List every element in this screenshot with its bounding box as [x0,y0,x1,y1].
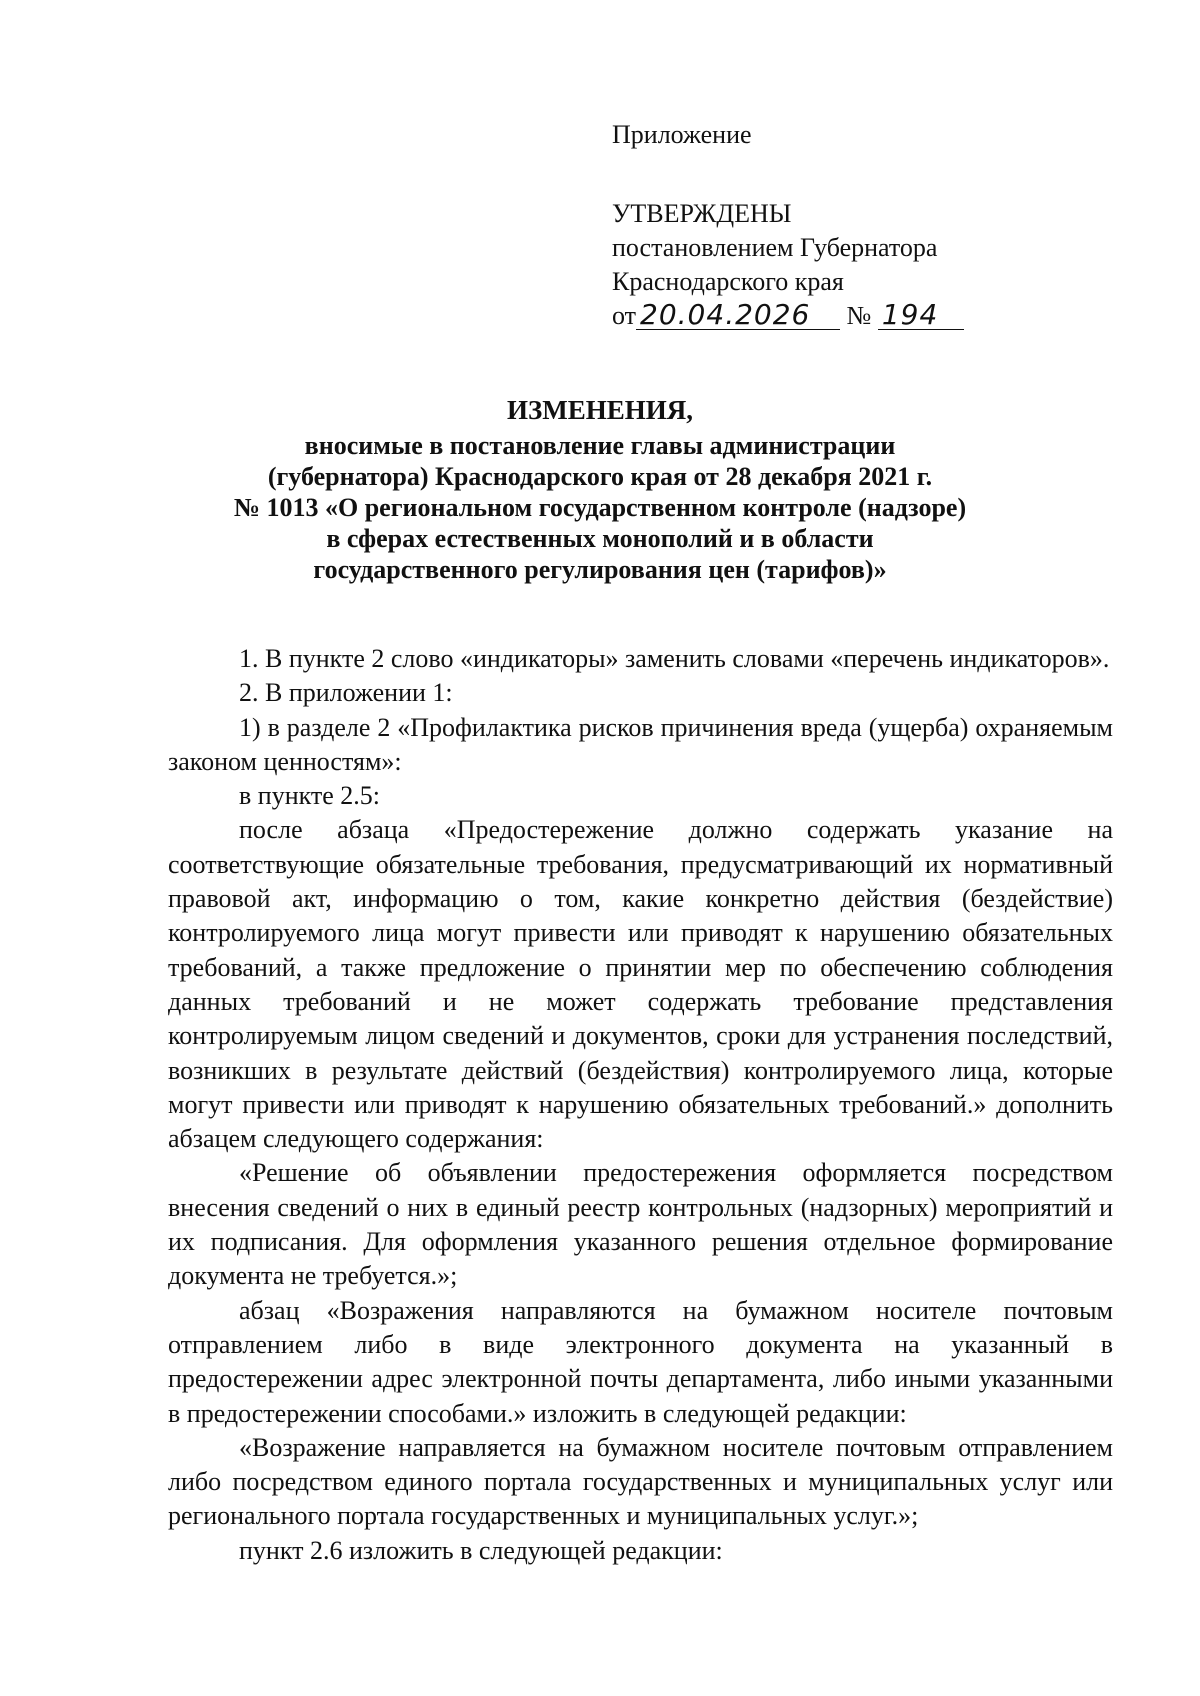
date-number-line [612,299,964,333]
handwritten-date: 20.04.2026 [636,301,840,330]
document-title [150,395,1050,585]
number-sign: № [846,301,872,330]
approved-label: УТВЕРЖДЕНЫ [612,199,792,228]
appendix-label: Приложение [612,120,752,149]
handwritten-number: 194 [878,301,964,330]
paragraph: 1. В пункте 2 слово «индикаторы» заменить словами «перечень индикаторов». [239,644,1110,673]
title-main: ИЗМЕНЕНИЯ, [506,395,693,425]
title-line: в сферах естественных монополий и в области [326,524,874,553]
document-body [168,642,1113,1568]
paragraph: «Возражение направляется на бумажном носителе почтовым отправлением либо посредством единого портала государственных и муниципальных услуг или регионального портала государственных и муниципальных услуг.»; [168,1432,1113,1531]
title-line: государственного регулирования цен (тарифов)» [313,555,887,584]
title-line: вносимые в постановление главы администрации [304,431,896,460]
paragraph: 1) в разделе 2 «Профилактика рисков причинения вреда (ущерба) охраняемым законом ценностям»: [168,712,1113,776]
date-prefix: от [612,301,637,330]
paragraph: 2. В приложении 1: [239,678,453,708]
approved-by-line2: Краснодарского края [612,267,844,296]
paragraph: в пункте 2.5: [239,781,381,811]
paragraph: пункт 2.6 изложить в следующей редакции: [239,1535,723,1565]
title-line: № 1013 «О региональном государственном контроле (надзоре) [233,493,967,522]
paragraph: абзац «Возражения направляются на бумажном носителе почтовым отправлением либо в виде электронного документа на указанный в предостережении адрес электронной почты департамента, либо иными указанными в предостережении способами.» изложить в следующей редакции: [168,1295,1113,1428]
approved-by-line1: постановлением Губернатора [612,233,938,262]
title-line: (губернатора) Краснодарского края от 28 декабря 2021 г. [267,462,933,491]
paragraph: после абзаца «Предостережение должно содержать указание на соответствующие обязательные требования, предусматривающий их нормативный правовой акт, информацию о том, какие конкретно действия (бездействие) контролируемого лица могут привести или приводят к нарушению обязательных требований, а также предложение о принятии мер по обеспечению соблюдения данных требований и не может содержать требование представления контролируемым лицом сведений и документов, сроки для устранения последствий, возникших в результате действий (бездействия) контролируемого лица, которые могут привести или приводят к нарушению обязательных требований.» дополнить абзацем следующего содержания: [168,815,1113,1154]
paragraph: «Решение об объявлении предостережения оформляется посредством внесения сведений о них в единый реестр контрольных (надзорных) мероприятий и их подписания. Для оформления указанного решения отдельное формирование документа не требуется.»; [168,1158,1113,1291]
approval-block [612,118,964,333]
